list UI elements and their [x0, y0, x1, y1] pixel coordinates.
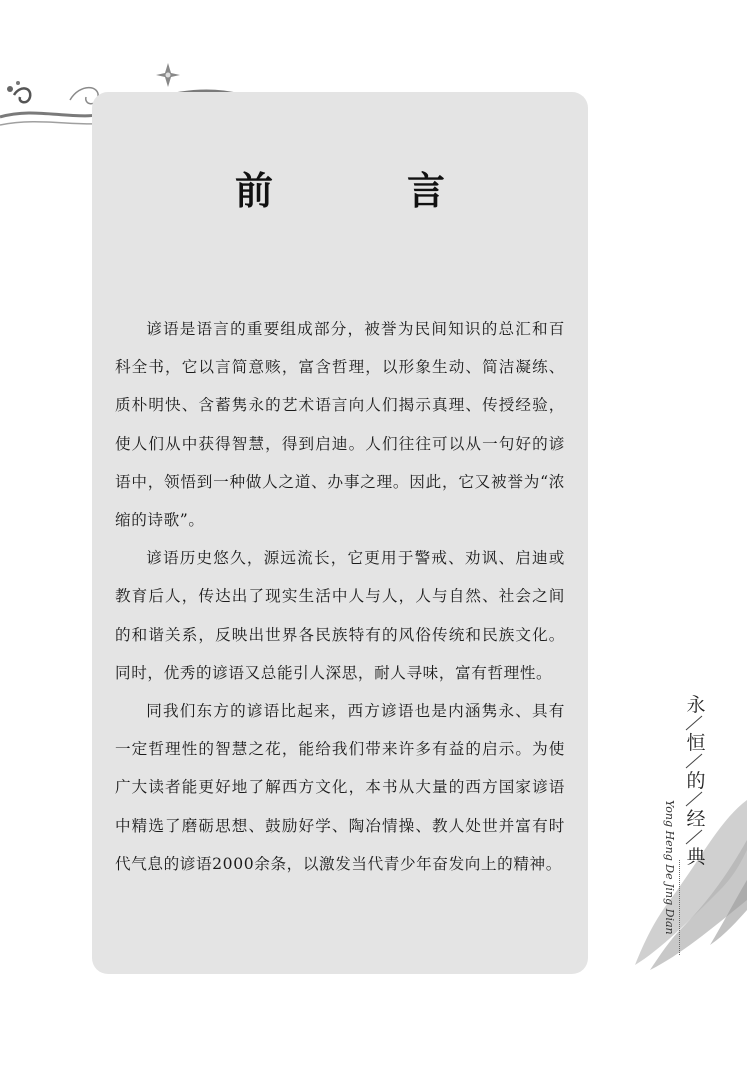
body-paragraph: 谚语是语言的重要组成部分，被誉为民间知识的总汇和百科全书，它以言简意赅，富含哲理，以形象生动、简洁凝练、质朴明快、含蓄隽永的艺术语言向人们揭示真理、传授经验，使人们从中获得智慧，得到启迪。人们往往可以从一句好的谚语中，领悟到一种做人之道、办事之理。因此，它又被誉为“浓缩的诗歌”。 [115, 320, 565, 530]
body-paragraph: 同我们东方的谚语比起来，西方谚语也是内涵隽永、具有一定哲理性的智慧之花，能给我们带来许多有益的启示。为使广大读者能更好地了解西方文化，本书从大量的西方国家谚语中精选了磨砺思想、鼓励好学、陶冶情操、教人处世并富有时代气息的谚语2000余条，以激发当代青少年奋发向上的精神。 [115, 702, 565, 873]
side-series-char: 恒 [686, 732, 706, 754]
page-title: 前 言 [234, 168, 493, 213]
swirl-icon [7, 81, 30, 102]
side-series-char: 永 [686, 694, 706, 716]
preface-body [115, 310, 565, 883]
side-series-char: 典 [686, 846, 706, 868]
body-paragraph: 谚语历史悠久，源远流长，它更用于警戒、劝讽、启迪或教育后人，传达出了现实生活中人与人，人与自然、社会之间的和谐关系，反映出世界各民族特有的风俗传统和民族文化。同时，优秀的谚语又总能引人深思，耐人寻味，富有哲理性。 [115, 549, 565, 682]
side-series-char: 的 [686, 770, 706, 792]
side-series-title [680, 688, 720, 878]
side-pinyin: Yong Heng De Jing Dian [663, 800, 676, 935]
flower-icon [156, 63, 180, 87]
side-series-char: 经 [686, 808, 706, 830]
